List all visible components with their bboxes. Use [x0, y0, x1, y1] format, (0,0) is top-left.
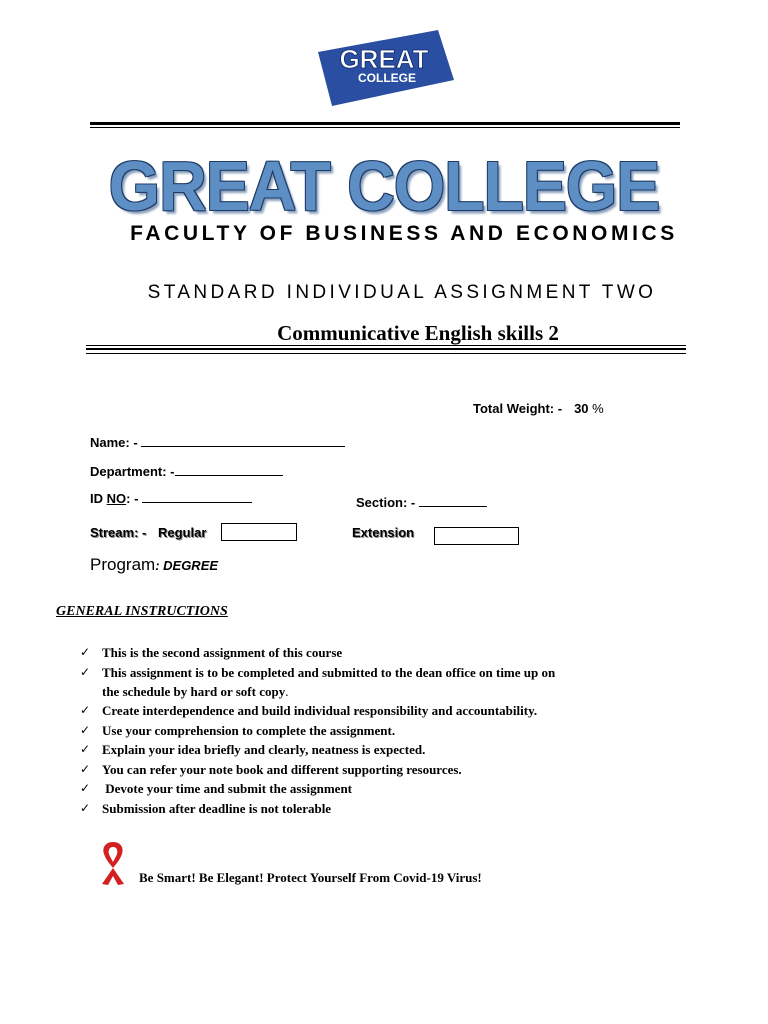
instructions-list [80, 643, 680, 818]
program-label: Program [90, 555, 156, 574]
check-icon: ✓ [80, 781, 91, 795]
list-item [80, 643, 680, 662]
program-field [90, 555, 218, 575]
check-icon: ✓ [80, 742, 91, 756]
course-divider-2 [86, 348, 686, 350]
stream-label: Stream: - [90, 525, 147, 540]
list-item-continuation-text: the schedule by hard or soft copy [102, 683, 286, 699]
section-label: Section: - [356, 495, 416, 510]
list-item [80, 760, 680, 779]
regular-label: Regular [157, 525, 207, 540]
section-blank[interactable] [419, 494, 487, 507]
logo-line2: COLLEGE [357, 71, 417, 85]
total-weight-unit: % [592, 401, 604, 416]
check-icon: ✓ [80, 703, 91, 717]
check-icon: ✓ [80, 800, 91, 815]
list-item-continuation [102, 682, 680, 701]
college-logo-graphic [314, 30, 454, 106]
list-item-text: Devote your time and submit the assignment [102, 781, 353, 796]
id-label-no: NO [106, 491, 127, 506]
header-divider-top [90, 122, 680, 125]
total-weight [473, 401, 604, 416]
list-item [80, 779, 680, 798]
list-item-continuation-end: . [285, 683, 289, 699]
list-item-text: Use your comprehension to complete the assignment. [102, 722, 396, 738]
college-title: GREAT COLLEGE [108, 147, 660, 225]
id-label-post: : - [126, 491, 139, 506]
id-field [90, 490, 252, 506]
header-divider-top-thin [90, 127, 680, 128]
check-icon: ✓ [80, 664, 91, 679]
covid-slogan: Be Smart! Be Elegant! Protect Yourself From Covid-19 Virus! [139, 870, 482, 885]
total-weight-value: 30 [574, 401, 589, 416]
list-item-text: This is the second assignment of this course [102, 645, 343, 660]
list-item-text: Create interdependence and build individual responsibility and accountability. [102, 703, 538, 718]
list-item [80, 663, 680, 701]
department-label: Department: - [90, 464, 175, 479]
id-label-pre: ID [90, 491, 107, 506]
check-icon: ✓ [80, 722, 91, 737]
list-item [80, 740, 680, 759]
awareness-ribbon-icon [90, 838, 136, 886]
extension-checkbox[interactable] [434, 527, 519, 545]
name-blank[interactable] [141, 434, 345, 447]
extension-label: Extension [352, 525, 415, 540]
regular-checkbox[interactable] [221, 523, 297, 541]
list-item [80, 721, 680, 740]
college-logo [314, 30, 454, 106]
check-icon: ✓ [80, 645, 91, 659]
list-item [80, 701, 680, 720]
instructions-heading: GENERAL INSTRUCTIONS [56, 604, 228, 619]
department-blank[interactable] [175, 463, 283, 476]
list-item-text: Submission after deadline is not tolerable [102, 800, 332, 816]
id-blank[interactable] [142, 490, 252, 503]
department-field [90, 463, 283, 479]
list-item-text: This assignment is to be completed and submitted to the dean office on time up on [102, 664, 556, 680]
list-item-text: You can refer your note book and different supporting resources. [102, 761, 462, 777]
list-item-text: Explain your idea briefly and clearly, neatness is expected. [102, 742, 426, 757]
name-field [90, 434, 345, 450]
course-title: Communicative English skills 2 [277, 321, 559, 345]
program-value: : DEGREE [155, 558, 219, 573]
course-divider-1 [86, 345, 686, 346]
assignment-title: STANDARD INDIVIDUAL ASSIGNMENT TWO [147, 282, 657, 303]
total-weight-label: Total Weight: - [473, 401, 563, 416]
section-field [356, 494, 487, 510]
faculty-title: FACULTY OF BUSINESS AND ECONOMICS [130, 222, 678, 245]
logo-line1: GREAT [339, 44, 429, 74]
list-item [80, 799, 680, 818]
stream-field [90, 525, 206, 540]
check-icon: ✓ [80, 761, 91, 776]
course-divider-3 [86, 353, 686, 354]
name-label: Name: - [90, 435, 138, 450]
